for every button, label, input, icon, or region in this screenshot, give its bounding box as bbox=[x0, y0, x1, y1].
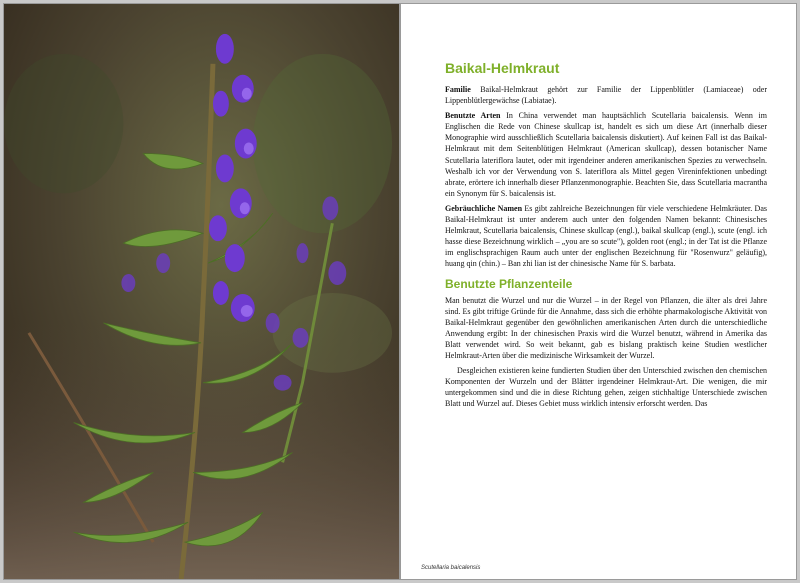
paragraph-familie bbox=[445, 84, 767, 106]
lead-benutzte-arten: Benutzte Arten bbox=[445, 111, 501, 121]
text-page bbox=[400, 3, 797, 580]
page-title: Baikal-Helmkraut bbox=[445, 60, 560, 76]
running-footer: Scutellaria baicalensis bbox=[421, 565, 481, 571]
lead-namen: Gebräuchliche Namen bbox=[445, 203, 523, 213]
section-heading-pflanzenteile: Benutzte Pflanzenteile bbox=[445, 276, 573, 291]
book-spread bbox=[3, 3, 797, 580]
text-familie: Baikal-Helmkraut gehört zur Familie der Lippenblütler (Lamiaceae) oder Lippenblütlergewächse (Labiatae). bbox=[445, 85, 768, 106]
paragraph-namen bbox=[445, 203, 767, 270]
text-namen: Es gibt zahlreiche Bezeichnungen für viele verschiedene Helmkräuter. Das Baikal-Helmkraut ist unter anderem auch unter den folgenden Namen bekannt: Chinesisches Helmkraut, Scutellaria baicalensis, Chinese skullcap (engl.), baikal skullcap (engl.), scute (engl. ich hasse diese Bezeichnung wirklich – „you are so scute"), golden root (engl.; in der Tat ist die Pflanze im englischsprachigen Raum auch unter der englischen Bezeichnung für "Rosenwurz" geläufig), huang qin (chin.) – Ban zhi lian ist der chinesische Name für S. barbata. bbox=[445, 203, 767, 269]
paragraph-pflanzenteile-2: Desgleichen existieren keine fundierten Studien über den Unterschied zwischen den chemischen Komponenten der Wurzeln und der Blätter irgendeiner Helmkraut-Art. Die wenigen, die mir untergekommen sind und die in diese Richtung gehen, zeigen stichhaltige Unterschiede zwischen Blatt und Wurzel auf. Dieses Gebiet muss wirklich intensiv erforscht werden. Das bbox=[445, 366, 767, 409]
photo-page bbox=[3, 3, 400, 580]
paragraph-benutzte-arten bbox=[445, 110, 767, 199]
paragraph-pflanzenteile-1: Man benutzt die Wurzel und nur die Wurzel – in der Regel von Pflanzen, die älter als drei Jahre sind. Es gibt triftige Gründe für die Annahme, dass sich die erhöhte pharmakologische Aktivität von Baikal-Helmkraut gegenüber den gewöhnlichen amerikanischen Arten durch die unterschiedliche Anwendung ergibt: In der chinesischen Praxis wird die Wurzel benutzt, während in Amerika das Blatt verwendet wird. So weit bekannt, gab es bislang praktisch keine Studien westlicher Helmkraut-Arten über die medizinische Wirksamkeit der Wurzel. bbox=[445, 295, 767, 360]
lead-familie: Familie bbox=[445, 85, 471, 94]
text-benutzte-arten: In China verwendet man hauptsächlich Scutellaria baicalensis. Wenn im Englischen die Rede von Chinese skullcap ist, handelt es sich um diese Art (innerhalb dieser Monographie wird ausschließlich Scutellaria baicalensis diskutiert). Auf keinen Fall ist das Baikal-Helmkraut mit dem Seitenblütigen Helmkraut (American skullcap), dessen botanischer Name Scutellaria lateriflora lautet, oder mit irgendeiner anderen amerikanischen Spezies zu verwechseln. Weshalb ich vor der Verwendung von S. lateriflora als Mittel gegen Vireninfektionen unbedingt abrate, erörtere ich innerhalb dieser Pflanzenmonographie. Beachten Sie, dass Scutellaria macrantha ein Synonym für S. baicalensis ist. bbox=[445, 111, 767, 198]
plant-photo bbox=[4, 4, 399, 579]
text-column bbox=[445, 60, 767, 413]
